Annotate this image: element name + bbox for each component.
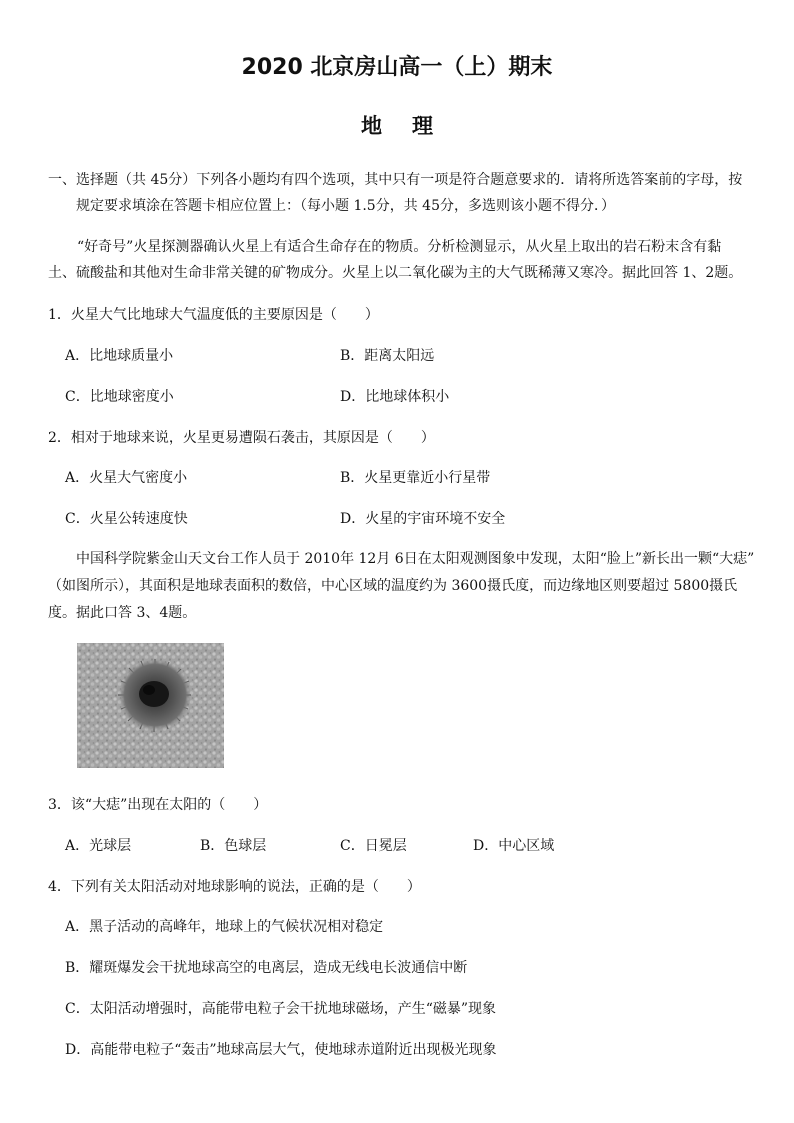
question-3-option-a: A．光球层 (65, 838, 132, 854)
question-3-option-b: B．色球层 (200, 838, 267, 854)
question-2-option-c: C．火星公转速度快 (65, 511, 188, 527)
question-4-option-b: B．耀斑爆发会干扰地球高空的电离层，造成无线电长波通信中断 (65, 960, 468, 976)
question-4-option-d: D．高能带电粒子“轰击”地球高层大气，使地球赤道附近出现极光现象 (65, 1042, 497, 1058)
question-4-option-a: A．黑子活动的高峰年，地球上的气候状况相对稳定 (65, 919, 384, 935)
passage-2-line-3: 度。据此口答 3、4题。 (48, 605, 197, 621)
question-2-option-a: A．火星大气密度小 (65, 470, 188, 486)
passage-1-line-2: 土、硫酸盐和其他对生命非常关键的矿物成分。火星上以二氧化碳为主的大气既稀薄又寒冷。据此回答 1、2题。 (48, 265, 743, 281)
passage-2-line-2: （如图所示），其面积是地球表面积的数倍，中心区域的温度约为 3600摄氏度，而边缘地区则要超过 5800摄氏 (48, 578, 738, 594)
question-2-option-b: B．火星更靠近小行星带 (340, 470, 491, 486)
question-1-stem: 1．火星大气比地球大气温度低的主要原因是（ ） (48, 307, 379, 323)
passage-1-line-1: “好奇号”火星探测器确认火星上有适合生命存在的物质。分析检测显示，从火星上取出的岩石粉末含有黏 (77, 239, 722, 255)
question-1-option-c: C．比地球密度小 (65, 389, 174, 405)
section-instructions-line-1: 一、选择题（共 45分）下列各小题均有四个选项，其中只有一项是符合题意要求的．请将所选答案前的字母，按 (48, 172, 743, 188)
passage-2-line-1: 中国科学院紫金山天文台工作人员于 2010年 12月 6日在太阳观测图象中发现，太阳“脸上”新长出一颗“大痣” (76, 551, 755, 567)
subject-title: 地理 (361, 113, 463, 138)
question-2-option-d: D．火星的宇宙环境不安全 (340, 511, 506, 527)
question-2-stem: 2．相对于地球来说，火星更易遭陨石袭击，其原因是（ ） (48, 430, 435, 446)
question-3-option-d: D．中心区域 (473, 838, 555, 854)
question-1-option-b: B．距离太阳远 (340, 348, 435, 364)
question-3-option-c: C．日冕层 (340, 838, 407, 854)
question-1-option-d: D．比地球体积小 (340, 389, 450, 405)
sunspot-image (77, 643, 224, 768)
section-instructions-line-2: 规定要求填涂在答题卡相应位置上：（每小题 1.5分，共 45分，多选则该小题不得分．） (76, 198, 615, 214)
page-title: 2020 北京房山高一（上）期末 (241, 55, 553, 80)
question-4-option-c: C．太阳活动增强时，高能带电粒子会干扰地球磁场，产生“磁暴”现象 (65, 1001, 497, 1017)
question-4-stem: 4．下列有关太阳活动对地球影响的说法，正确的是（ ） (48, 879, 421, 895)
question-3-stem: 3．该“大痣”出现在太阳的（ ） (48, 797, 268, 813)
question-1-option-a: A．比地球质量小 (65, 348, 174, 364)
